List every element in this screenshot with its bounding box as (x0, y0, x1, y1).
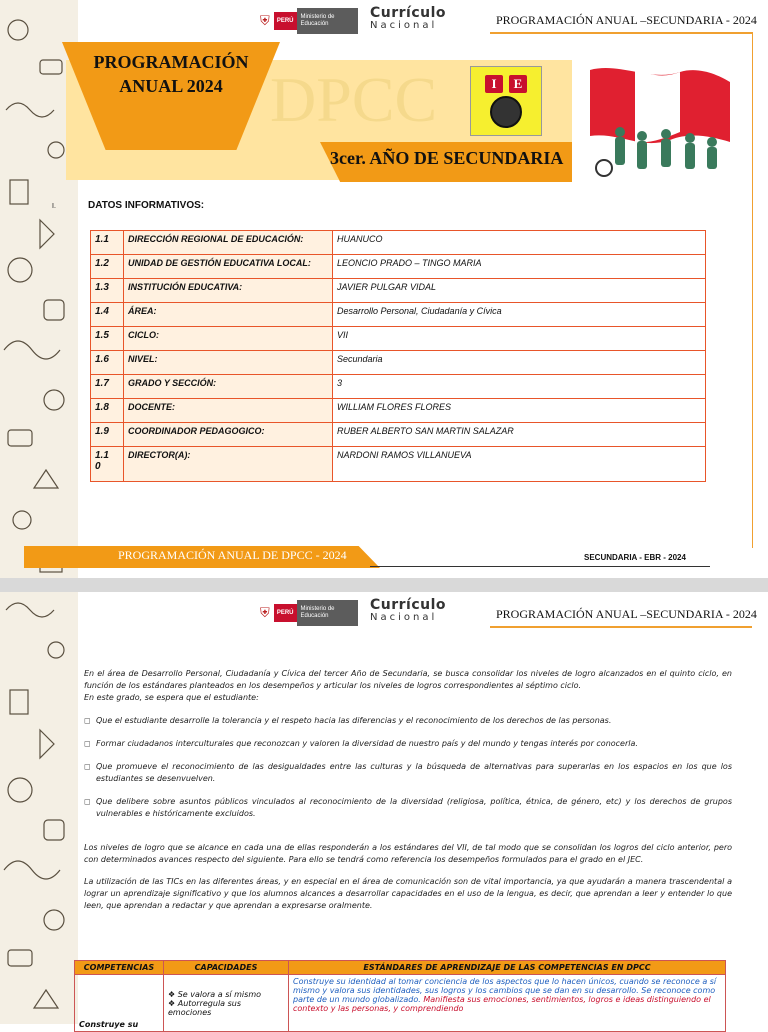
emblem-letter: E (509, 75, 527, 93)
bullet-item (84, 715, 732, 727)
header-rule (490, 626, 752, 628)
body-text (84, 668, 732, 912)
datos-n-cell: 1.4 (91, 303, 124, 327)
datos-k-cell: GRADO Y SECCIÓN: (124, 375, 333, 399)
header-title: PROGRAMACIÓN ANUAL –SECUNDARIA - 2024 (496, 13, 757, 27)
column-header: COMPETENCIAS (75, 961, 164, 975)
ministerio-label: Ministerio de Educación (297, 8, 359, 34)
capacidades-cell (164, 975, 289, 1032)
peru-label: PERÚ (274, 604, 297, 622)
list-item: ❖ Autorregula sus emociones (168, 998, 242, 1017)
datos-n-cell: 1.6 (91, 351, 124, 375)
area-watermark: DPCC (270, 64, 438, 135)
footer-rule (370, 566, 710, 567)
bullet-icon: ◻ (84, 797, 91, 806)
header-rule (490, 32, 752, 34)
datos-k-cell: DIRECTOR(A): (124, 447, 333, 482)
estandar-cell: Construye su identidad al tomar conciencia de los aspectos que lo hacen únicos, cuando se reconoce a sí mismo y valora sus identidades, sus logros y los cambios que se dan en su desarrollo. Se reconoce como parte de un mundo globalizado. Manifiesta sus emociones, sentimientos, logros e ideas distinguiendo el contexto y las personas, y comprendiendo (289, 975, 726, 1032)
datos-v-cell: 3 (333, 375, 706, 399)
minedu-logo (256, 8, 358, 34)
bullet-item (84, 738, 732, 750)
datos-k-cell: NIVEL: (124, 351, 333, 375)
footer-right: SECUNDARIA - EBR - 2024 (584, 553, 686, 562)
bullet-item (84, 796, 732, 820)
emblem-portrait-icon (490, 96, 522, 128)
competencias-table (74, 960, 726, 1032)
bullet-text: Que promueve el reconocimiento de las desigualdades entre las culturas y la búsqueda de alternativas para superarlas en los espacios en los que los estudiantes se desenvuelven. (96, 762, 732, 783)
datos-n-cell: 1.3 (91, 279, 124, 303)
curriculo-nacional-logo: Currículo Nacional (370, 5, 447, 31)
datos-n-cell: 1.7 (91, 375, 124, 399)
datos-v-cell: NARDONI RAMOS VILLANUEVA (333, 447, 706, 482)
datos-v-cell: WILLIAM FLORES FLORES (333, 399, 706, 423)
table-row (91, 447, 706, 482)
table-row (91, 303, 706, 327)
table-row (91, 375, 706, 399)
datos-v-cell: RUBER ALBERTO SAN MARTIN SALAZAR (333, 423, 706, 447)
datos-v-cell: Secundaria (333, 351, 706, 375)
column-header: ESTÁNDARES DE APRENDIZAJE DE LAS COMPETENCIAS EN DPCC (289, 961, 726, 975)
bullet-text: Formar ciudadanos interculturales que reconozcan y valoren la diversidad de nuestro país y del mundo y tengas interés por conocerla. (96, 739, 638, 748)
page-2 (0, 590, 768, 1029)
ministerio-label: Ministerio de Educación (297, 600, 359, 626)
minedu-logo (256, 600, 358, 626)
datos-v-cell: LEONCIO PRADO – TINGO MARIA (333, 255, 706, 279)
datos-k-cell: ÁREA: (124, 303, 333, 327)
intro-paragraph: En el área de Desarrollo Personal, Ciudadanía y Cívica del tercer Año de Secundaria, se busca consolidar los niveles de logro alcanzados en el quinto ciclo, en función de los estándares planteados en los desempeños y articular los niveles de logros correspondientes al séptimo ciclo. (84, 669, 732, 690)
emblem-letter: I (485, 75, 503, 93)
datos-v-cell: VII (333, 327, 706, 351)
paragraph: La utilización de las TICs en las diferentes áreas, y en especial en el área de comunicación son de vital importancia, ya que ayudarán a manera trascendental a lograr un aprendizaje significativo y que los alumnos alcances a desarrollar capacidades en el uso de la lengua, es decir, que aprendan a leer y entender lo que leen, que aprendan a redactar y que aprendan a expresarse oralmente. (84, 877, 732, 910)
bullet-icon: ◻ (84, 739, 91, 748)
datos-n-cell: 1.2 (91, 255, 124, 279)
bullet-icon: ◻ (84, 716, 91, 725)
footer-title: PROGRAMACIÓN ANUAL DE DPCC - 2024 (118, 548, 347, 562)
table-row (91, 231, 706, 255)
column-header: CAPACIDADES (164, 961, 289, 975)
datos-k-cell: INSTITUCIÓN EDUCATIVA: (124, 279, 333, 303)
datos-v-cell: JAVIER PULGAR VIDAL (333, 279, 706, 303)
curriculo-nacional-logo: Currículo Nacional (370, 597, 447, 623)
table-row (91, 423, 706, 447)
grado-label: 3cer. AÑO DE SECUNDARIA (330, 148, 564, 168)
table-row (91, 327, 706, 351)
datos-v-cell: HUANUCO (333, 231, 706, 255)
bullet-text: Que el estudiante desarrolle la tolerancia y el respeto hacia las diferencias y el reconocimiento de los derechos de las personas. (96, 716, 612, 725)
peru-shield-icon: ⛨ (260, 13, 270, 28)
datos-k-cell: COORDINADOR PEDAGOGICO: (124, 423, 333, 447)
section-heading: I. DATOS INFORMATIVOS: (52, 200, 205, 211)
peru-flag-illustration (580, 62, 736, 186)
datos-k-cell: UNIDAD DE GESTIÓN EDUCATIVA LOCAL: (124, 255, 333, 279)
header-title: PROGRAMACIÓN ANUAL –SECUNDARIA - 2024 (496, 607, 757, 621)
right-rule (752, 32, 753, 548)
competencia-cell: Construye su (75, 975, 164, 1032)
bullet-icon: ◻ (84, 762, 91, 771)
paragraph: Los niveles de logro que se alcance en cada una de ellas responderán a los estándares del VII, de tal modo que se consolidan los logros del ciclo anterior, pero con determinados avances respecto del siguiente. Para ello se tendrá como referencia los desempeños formulados para el grado en el JEC. (84, 843, 732, 864)
table-row (91, 399, 706, 423)
table-row (75, 975, 726, 1032)
datos-n-cell: 1.5 (91, 327, 124, 351)
school-emblem (470, 66, 542, 136)
datos-k-cell: DIRECCIÓN REGIONAL DE EDUCACIÓN: (124, 231, 333, 255)
datos-table (90, 230, 706, 482)
datos-n-cell: 1.8 (91, 399, 124, 423)
bullet-item (84, 761, 732, 785)
table-row (91, 255, 706, 279)
cover-title: PROGRAMACIÓN ANUAL 2024 (93, 52, 249, 96)
bullet-text: Que delibere sobre asuntos públicos vinculados al reconocimiento de la diversidad (religiosa, política, étnica, de género, etc) y los derechos de grupos vulnerables e históricamente excluidos. (96, 797, 732, 818)
datos-k-cell: CICLO: (124, 327, 333, 351)
peru-label: PERÚ (274, 12, 297, 30)
list-item: ❖ Se valora a sí mismo (168, 989, 261, 999)
datos-n-cell: 1.9 (91, 423, 124, 447)
datos-v-cell: Desarrollo Personal, Ciudadanía y Cívica (333, 303, 706, 327)
datos-n-cell: 1.1 0 (91, 447, 124, 482)
intro-line: En este grado, se espera que el estudiante: (84, 693, 259, 702)
table-row (91, 351, 706, 375)
datos-n-cell: 1.1 (91, 231, 124, 255)
datos-k-cell: DOCENTE: (124, 399, 333, 423)
table-row (91, 279, 706, 303)
peru-shield-icon: ⛨ (260, 605, 270, 620)
